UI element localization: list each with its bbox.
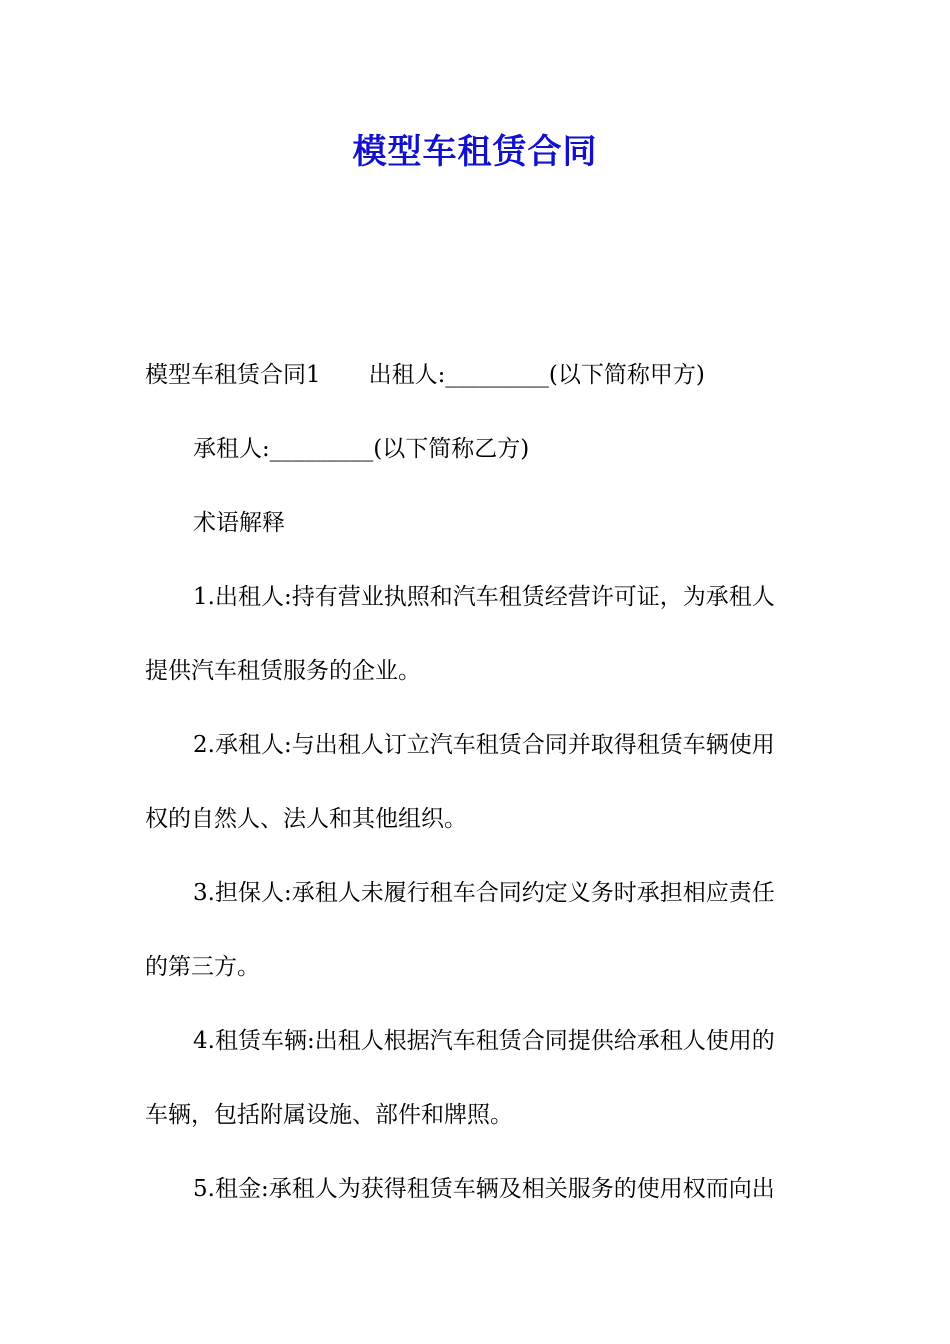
terms-heading: 术语解释 <box>193 510 285 536</box>
term-5-line-1: 5.租金:承租人为获得租赁车辆及相关服务的使用权而向出 <box>193 1176 775 1202</box>
lessor-line: 出租人:_________(以下简称甲方) <box>368 362 705 388</box>
term-1-line-2: 提供汽车租赁服务的企业。 <box>145 658 421 684</box>
term-3-line-1: 3.担保人:承租人未履行租车合同约定义务时承担相应责任 <box>193 880 775 906</box>
intro-paragraph <box>145 338 807 412</box>
lessee-line: 承租人:_________(以下简称乙方) <box>193 436 530 462</box>
term-2-line-2: 权的自然人、法人和其他组织。 <box>145 806 467 832</box>
term-2-line-1: 2.承租人:与出租人订立汽车租赁合同并取得租赁车辆使用 <box>193 732 775 758</box>
document-body <box>145 338 807 1226</box>
contract-heading: 模型车租赁合同1 <box>145 362 321 388</box>
document-title: 模型车租赁合同 <box>352 132 598 172</box>
term-3-line-2: 的第三方。 <box>145 954 260 980</box>
term-4-line-1: 4.租赁车辆:出租人根据汽车租赁合同提供给承租人使用的 <box>193 1028 775 1054</box>
term-4-line-2: 车辆，包括附属设施、部件和牌照。 <box>145 1102 513 1128</box>
term-1-line-1: 1.出租人:持有营业执照和汽车租赁经营许可证，为承租人 <box>193 584 775 610</box>
